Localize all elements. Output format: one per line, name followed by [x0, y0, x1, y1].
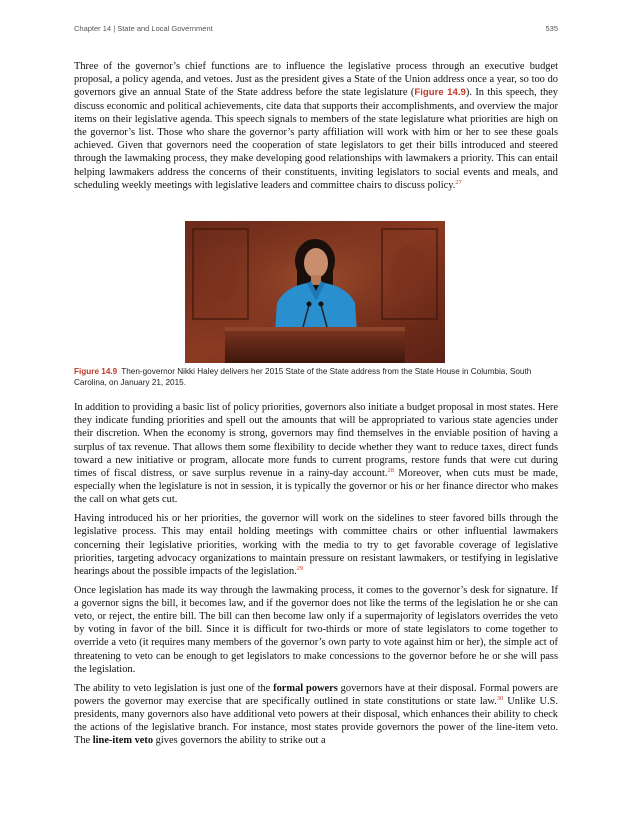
figure-caption-text: Then-governor Nikki Haley delivers her 2015 State of the State address from the State House in Columbia, South Carolina, on January 21, 2015. [74, 367, 532, 387]
paragraph-5-text-d: gives governors the ability to strike out a [153, 735, 326, 747]
body-text-top [74, 60, 558, 198]
page-number: 535 [545, 24, 558, 33]
paragraph-2-text-b: Moreover, when cuts must be made, especially when the legislature is not in session, it is typically the governor or his or her finance director who makes the call on what gets cut. [74, 468, 558, 506]
figure-photo [185, 221, 445, 363]
paragraph-5-text-a: The ability to veto legislation is just one of the [74, 682, 274, 694]
paragraph-1-text-a: Three of the governor’s chief functions are to influence the legislative process through an executive budget proposal, a policy agenda, and vetoes. Just as the president gives a State of the Union address once a year, so too do governors give an annual State of the State address before the state legislature ( [74, 61, 558, 99]
figure-caption [74, 367, 558, 388]
paragraph-2 [74, 401, 558, 507]
footnote-ref-28[interactable]: 28 [387, 467, 394, 475]
paragraph-3-text: Having introduced his or her priorities, the governor will work on the sidelines to steer favored bills through the legislative process. This may entail holding meetings with committee chairs or other influential lawmakers concerning their legislative priorities, working with the media to try to get favorable coverage of legislative priorities, targeting advocacy organizations to maintain pressure on resistant lawmakers, or testifying in legislative hearings about the possible impacts of the legislation. [74, 513, 558, 577]
footnote-ref-30[interactable]: 30 [496, 694, 504, 702]
figure-reference-link[interactable]: Figure 14.9 [414, 87, 466, 99]
key-term-line-item-veto: line-item veto [92, 735, 154, 747]
paragraph-5-text-c: Unlike U.S. presidents, many governors also have additional veto powers at their disposal, which enhances their ability to check the actions of the legislative branch. For instance, most states provide governors the power of the line-item veto. The [74, 695, 558, 747]
figure-label: Figure 14.9 [74, 367, 118, 376]
paragraph-1 [74, 60, 558, 192]
body-text-bottom [74, 401, 558, 753]
footnote-ref-29[interactable]: 29 [296, 564, 304, 572]
paragraph-4-text: Once legislation has made its way through the lawmaking process, it comes to the governor’s desk for signature. If a governor signs the bill, it becomes law, and if the governor does not like the terms of the legislation he or she can veto, or reject, the entire bill. The bill can then become law only if a supermajority of legislators overrides the veto by voting in favor of the bill. Since it is difficult for two-thirds or more of state legislators to come together to override a veto (it requires many members of the governor’s own party to vote against him or her), the simple act of threatening to veto can be enough to get legislators to make concessions to the governor before he or she will pass the legislation. [74, 584, 558, 675]
paragraph-1-text-b: ). In this speech, they discuss economic and political achievements, cite data that supports their accomplishments, and overview the major items on their legislative agenda. This speech signals to members of the state legislature what priorities are high on the governor’s list. Those who share the governor’s party affiliation will work with him or her to see these goals achieved. Given that governors need the cooperation of state legislators to get their bills introduced and steered through the lawmaking process, they make developing good relationships with lawmakers a priority. This can entail helping lawmakers address the concerns of their constituents, inviting legislators to social events and meals, and scheduling weekly meetings with legislative leaders and committee chairs to discuss policy. [74, 87, 558, 191]
paragraph-5-text-b: governors have at their disposal. Formal powers are powers the governor may exercise that are specifically outlined in state constitutions or state law. [74, 682, 558, 707]
paragraph-3 [74, 512, 558, 578]
paragraph-2-text-a: In addition to providing a basic list of policy priorities, governors also initiate a budget proposal in most states. Here they indicate funding priorities and spell out the amounts that will be appropriated to various state agencies under their discretion. When the economy is strong, governors may find themselves in the enviable position of having a surplus of tax revenue. That allows them some flexibility to decide whether they want to reduce taxes, direct funds toward a new initiative or program, allocate more funds to current programs, restore funds that were cut during times of fiscal distress, or save surplus revenue in a rainy-day account. [74, 402, 558, 480]
chapter-title: Chapter 14 | State and Local Government [74, 24, 213, 33]
key-term-formal-powers: formal powers [273, 682, 338, 694]
footnote-ref-27[interactable]: 27 [455, 178, 462, 186]
paragraph-4 [74, 584, 558, 676]
paragraph-5 [74, 682, 558, 748]
running-header [74, 24, 558, 34]
